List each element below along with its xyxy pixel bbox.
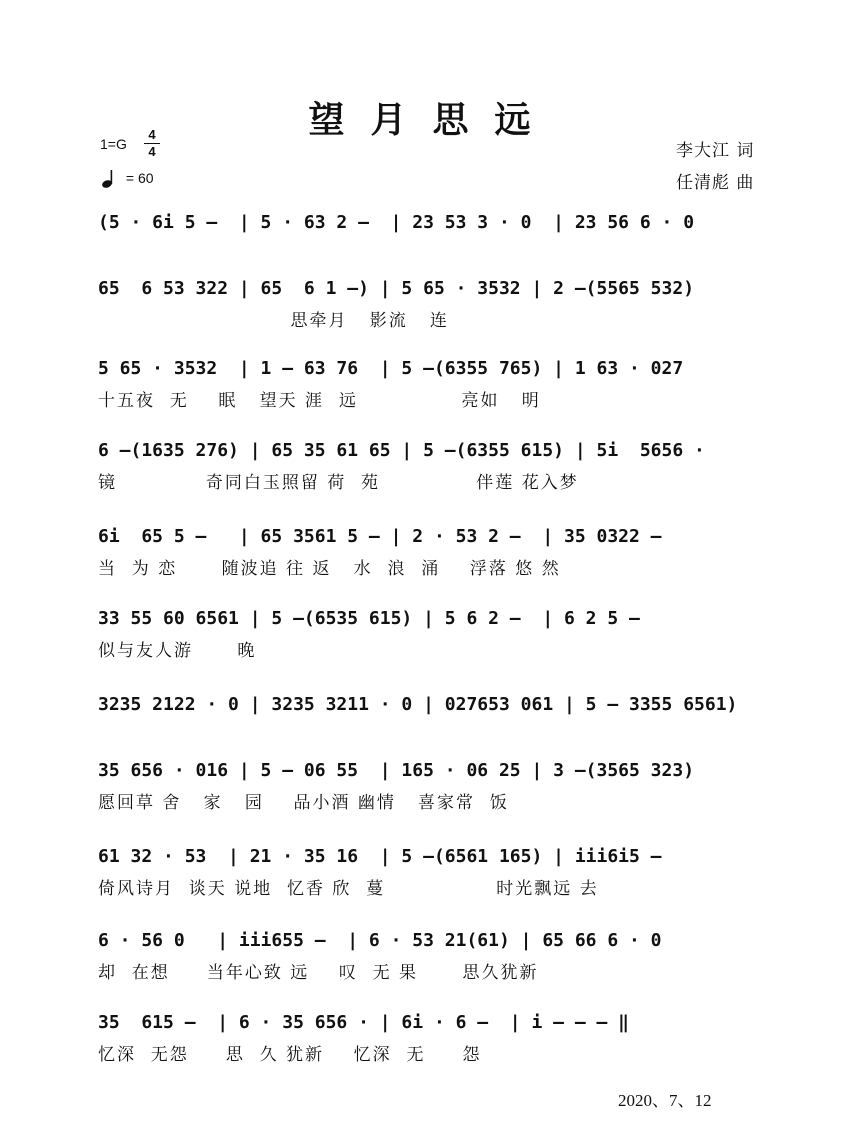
score-row	[98, 354, 770, 412]
quarter-note-icon	[100, 169, 122, 189]
lyrics-line: 十五夜 无 眠 望天 涯 远 亮如 明	[98, 391, 541, 411]
lyricist-credit: 李大江 词	[676, 141, 755, 161]
notation-line: 61 32 · 53 | 21 · 35 16 | 5 –(6561 165) | iii6i5 –	[98, 846, 662, 867]
composer-credit: 任清彪 曲	[676, 173, 755, 193]
lyrics-line: 似与友人游 晚	[98, 641, 257, 661]
time-signature-top: 4	[148, 127, 156, 142]
score-row	[98, 1008, 770, 1066]
score-row	[98, 690, 770, 748]
notation-line: 6i 65 5 – | 65 3561 5 – | 2 · 53 2 – | 35 0322 –	[98, 526, 662, 547]
score-row	[98, 274, 770, 332]
lyrics-line: 镜 奇同白玉照留 荷 苑 伴莲 花入梦	[98, 473, 579, 493]
notation-line: 5 65 · 3532 | 1 – 63 76 | 5 –(6355 765) | 1 63 · 027	[98, 358, 684, 379]
time-signature	[144, 128, 160, 159]
lyrics-line: 忆深 无怨 思 久 犹新 忆深 无 怨	[98, 1045, 482, 1065]
tempo-value: = 60	[125, 170, 154, 186]
lyrics-line: 思牵月 影流 连	[98, 311, 449, 331]
song-title: 望月思远	[308, 99, 557, 141]
notation-line: 6 –(1635 276) | 65 35 61 65 | 5 –(6355 615) | 5i 5656 ·	[98, 440, 705, 461]
score-row	[98, 756, 770, 814]
lyrics-line	[98, 244, 770, 268]
score-row	[98, 604, 770, 662]
score-row	[98, 842, 770, 900]
notation-line: 35 656 · 016 | 5 – 06 55 | 165 · 06 25 | 3 –(3565 323)	[98, 760, 695, 781]
notation-line: 3235 2122 · 0 | 3235 3211 · 0 | 027653 061 | 5 – 3355 6561)	[98, 694, 738, 715]
notation-line: 33 55 60 6561 | 5 –(6535 615) | 5 6 2 – | 6 2 5 –	[98, 608, 640, 629]
notation-line: 35 615 – | 6 · 35 656 · | 6i · 6 – | i – – – ‖	[98, 1012, 630, 1033]
score-row	[98, 436, 770, 494]
time-signature-bottom: 4	[148, 144, 156, 159]
score-row	[98, 208, 770, 266]
lyrics-line: 倚风诗月 谈天 说地 忆香 欣 蔓 时光飘远 去	[98, 879, 599, 899]
lyrics-line	[98, 726, 770, 750]
score-row	[98, 926, 770, 984]
notation-line: (5 · 6i 5 – | 5 · 63 2 – | 23 53 3 · 0 | 23 56 6 · 0	[98, 212, 695, 233]
score-row	[98, 522, 770, 580]
notation-line: 65 6 53 322 | 65 6 1 –) | 5 65 · 3532 | 2 –(5565 532)	[98, 278, 695, 299]
key-signature: 1=G	[100, 136, 127, 152]
lyrics-line: 当 为 恋 随波追 往 返 水 浪 涌 浮落 悠 然	[98, 559, 561, 579]
lyrics-line: 愿回草 舍 家 园 品小酒 幽情 喜家常 饭	[98, 793, 509, 813]
lyrics-line: 却 在想 当年心致 远 叹 无 果 思久犹新	[98, 963, 539, 983]
tempo-marking	[100, 168, 154, 189]
composition-date: 2020、7、12	[618, 1091, 712, 1110]
notation-line: 6 · 56 0 | iii655 – | 6 · 53 21(61) | 65 66 6 · 0	[98, 930, 662, 951]
